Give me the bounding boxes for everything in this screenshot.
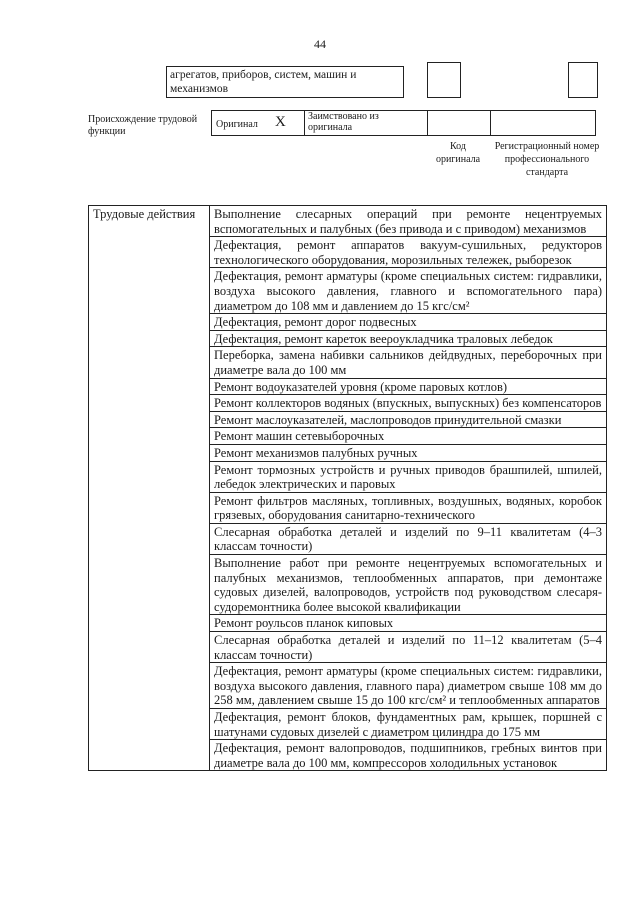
reg-box bbox=[568, 62, 598, 98]
action-cell: Ремонт машин сетевыборочных bbox=[210, 428, 607, 445]
origin-divider bbox=[304, 111, 305, 135]
action-cell: Выполнение работ при ремонте нецентруемых вспомогательных и палубных механизмов, теплообменных аппаратов, при демонтаже судовых дизелей, валопроводов, устройств под руководством слесаря-судоремонтника более высокой квалификации bbox=[210, 555, 607, 615]
action-cell: Ремонт роульсов планок киповых bbox=[210, 615, 607, 632]
action-cell: Ремонт механизмов палубных ручных bbox=[210, 444, 607, 461]
action-cell: Ремонт коллекторов водяных (впускных, выпускных) без компенсаторов bbox=[210, 395, 607, 412]
action-cell: Ремонт маслоуказателей, маслопроводов принудительной смазки bbox=[210, 411, 607, 428]
code-box bbox=[427, 62, 461, 98]
origin-divider bbox=[427, 111, 428, 135]
reg-number-label: Регистрационный номер профессионального стандарта bbox=[494, 141, 600, 178]
origin-divider bbox=[490, 111, 491, 135]
action-cell: Дефектация, ремонт дорог подвесных bbox=[210, 314, 607, 331]
action-cell: Переборка, замена набивки сальников дейдвудных, переборочных при диаметре вала до 100 мм bbox=[210, 347, 607, 378]
action-cell: Дефектация, ремонт арматуры (кроме специальных систем: гидравлики, воздуха высокого давления, главного пара) диаметром свыше 108 мм до 258 мм, давлением свыше 15 до 100 кгс/см² и теплообменных аппаратов bbox=[210, 663, 607, 709]
table-row bbox=[89, 206, 607, 237]
original-mark: X bbox=[275, 114, 286, 130]
action-cell: Слесарная обработка деталей и изделий по 9–11 квалитетам (4–3 классам точности) bbox=[210, 523, 607, 554]
action-cell: Ремонт водоуказателей уровня (кроме паровых котлов) bbox=[210, 378, 607, 395]
action-cell: Слесарная обработка деталей и изделий по 11–12 квалитетам (5–4 классам точности) bbox=[210, 632, 607, 663]
row-header: Трудовые действия bbox=[89, 206, 210, 771]
page-number: 44 bbox=[314, 37, 326, 51]
origin-label: Происхождение трудовой функции bbox=[88, 114, 198, 137]
action-cell: Дефектация, ремонт валопроводов, подшипников, гребных винтов при диаметре вала до 100 мм, компрессоров холодильных установок bbox=[210, 740, 607, 771]
action-cell: Выполнение слесарных операций при ремонте нецентруемых вспомогательных и палубных (без привода и с приводом) механизмов bbox=[210, 206, 607, 237]
action-cell: Дефектация, ремонт аппаратов вакуум-сушильных, редукторов технологического оборудования, морозильных тележек, рыборезок bbox=[210, 237, 607, 268]
borrowed-label: Заимствовано из оригинала bbox=[308, 111, 379, 133]
action-cell: Ремонт тормозных устройств и ручных приводов брашпилей, шпилей, лебедок электрических и паровых bbox=[210, 461, 607, 492]
original-label: Оригинал bbox=[216, 119, 258, 130]
action-cell: Дефектация, ремонт блоков, фундаментных рам, крышек, поршней с шатунами судовых дизелей с диаметром цилиндра до 175 мм bbox=[210, 709, 607, 740]
labor-actions-table bbox=[88, 205, 607, 771]
code-original-label: Код оригинала bbox=[435, 141, 481, 165]
action-cell: Ремонт фильтров масляных, топливных, воздушных, водяных, коробок грязевых, оборудования санитарно-технического bbox=[210, 492, 607, 523]
action-cell: Дефектация, ремонт кареток вееροукладчика траловых лебедок bbox=[210, 330, 607, 347]
action-cell: Дефектация, ремонт арматуры (кроме специальных систем: гидравлики, воздуха высокого давления, главного и вспомогательного пара) диаметром до 108 мм и давлением до 15 кгс/см² bbox=[210, 268, 607, 314]
labor-actions-body bbox=[89, 206, 607, 771]
function-name-continuation: агрегатов, приборов, систем, машин и механизмов bbox=[166, 66, 404, 98]
